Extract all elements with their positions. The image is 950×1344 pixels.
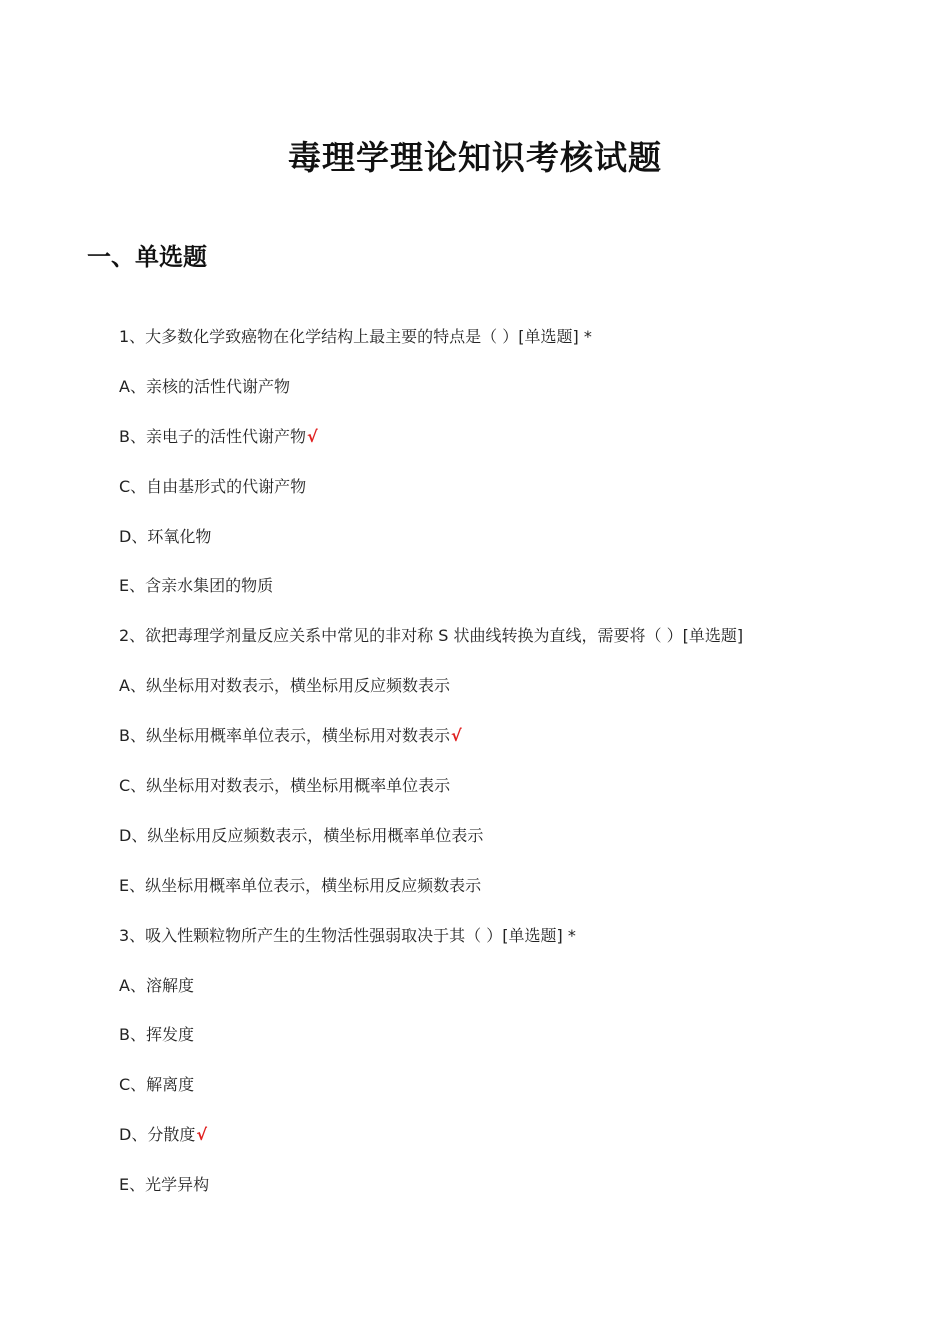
option-item xyxy=(119,771,919,821)
option-item xyxy=(119,721,919,771)
option-text: A、亲核的活性代谢产物 xyxy=(119,376,290,396)
option-text: A、溶解度 xyxy=(119,975,194,995)
option-text: B、纵坐标用概率单位表示，横坐标用对数表示 xyxy=(119,726,450,746)
option-text: C、解离度 xyxy=(119,1075,195,1095)
option-item xyxy=(119,971,919,1021)
option-text: B、亲电子的活性代谢产物 xyxy=(119,426,306,446)
question-stem: 2、欲把毒理学剂量反应关系中常见的非对称 S 状曲线转换为直线，需要将（ ）[单选题] xyxy=(119,626,744,646)
question-stem: 1、大多数化学致癌物在化学结构上最主要的特点是（ ）[单选题] * xyxy=(119,327,592,346)
option-item xyxy=(119,1070,919,1120)
option-item xyxy=(119,422,919,472)
option-text: E、含亲水集团的物质 xyxy=(119,576,274,596)
correct-check-icon: √ xyxy=(306,426,318,446)
page-title: 毒理学理论知识考核试题 xyxy=(288,138,662,177)
option-text: A、纵坐标用对数表示，横坐标用反应频数表示 xyxy=(119,676,450,696)
option-text: D、纵坐标用反应频数表示，横坐标用概率单位表示 xyxy=(119,825,484,845)
option-item xyxy=(119,472,919,522)
correct-check-icon: √ xyxy=(450,726,462,746)
option-item xyxy=(119,871,919,921)
option-text: E、纵坐标用概率单位表示，横坐标用反应频数表示 xyxy=(119,875,482,895)
section-heading: 一、单选题 xyxy=(87,243,207,271)
option-item xyxy=(119,821,919,871)
option-item xyxy=(119,1020,919,1070)
option-text: D、分散度 xyxy=(119,1125,196,1145)
question-stem: 3、吸入性颗粒物所产生的生物活性强弱取决于其（ ）[单选题] * xyxy=(119,925,576,945)
option-item xyxy=(119,671,919,721)
option-text: C、纵坐标用对数表示，横坐标用概率单位表示 xyxy=(119,776,451,796)
option-text: B、挥发度 xyxy=(119,1025,194,1045)
option-item xyxy=(119,522,919,572)
option-text: E、光学异构 xyxy=(119,1175,210,1195)
correct-check-icon: √ xyxy=(196,1125,207,1145)
option-item xyxy=(119,571,919,621)
option-text: C、自由基形式的代谢产物 xyxy=(119,476,307,496)
option-item xyxy=(119,1170,919,1220)
option-text: D、环氧化物 xyxy=(119,526,212,546)
option-item xyxy=(119,1120,919,1170)
question-list xyxy=(119,322,919,1220)
option-item xyxy=(119,372,919,422)
